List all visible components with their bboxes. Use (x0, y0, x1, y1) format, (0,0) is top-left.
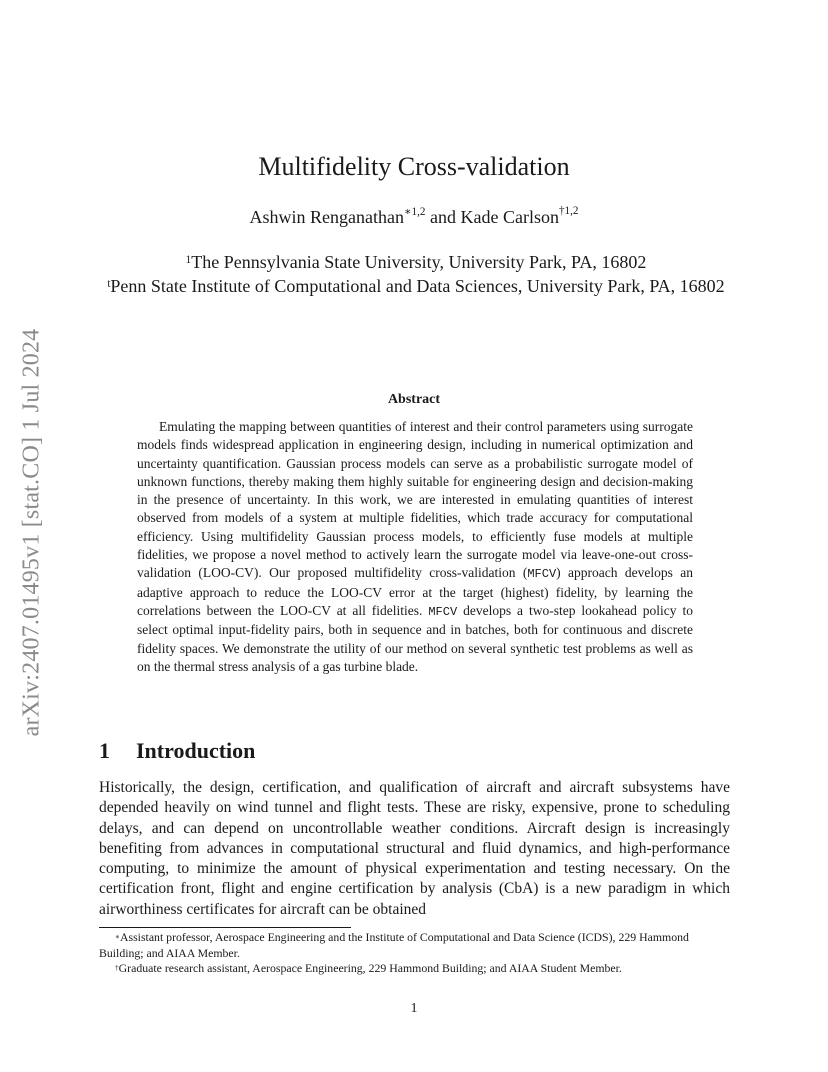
affiliation-text: Penn State Institute of Computational and Data Sciences, University Park, PA, 16802 (110, 276, 725, 296)
abstract-text: develops a two-step lookahead policy to select optimal input-fidelity pairs, both in sequence and in batches, both for continuous and discrete fidelity spaces. We demonstrate the utility of our method on several synthetic test problems as well as on the thermal stress analysis of a gas turbine blade. (137, 602, 693, 674)
abstract-heading: Abstract (387, 392, 441, 407)
author-line (0, 207, 828, 228)
arxiv-stamp-text: arXiv:2407.01495v1 [stat.CO] 1 Jul 2024 (18, 328, 45, 736)
affiliation-mark: t (107, 278, 111, 291)
section-heading (99, 738, 255, 764)
author-affiliation-marks: †1,2 (558, 205, 579, 218)
abstract-body (137, 418, 693, 676)
footnote-text: Graduate research assistant, Aerospace Engineering, 229 Hammond Building; and AIAA Student Member. (118, 961, 622, 975)
abstract-text: Emulating the mapping between quantities of interest and their control parameters using surrogate models finds widespread application in engineering design, including in numerical optimization and uncertainty quantification. Gaussian process models can serve as a probabilistic surrogate model of unknown functions, thereby making them highly suitable for engineering design and decision-making in the presence of uncertainty. In this work, we are interested in emulating quantities of interest observed from models of a system at multiple fidelities, which trade accuracy for computational efficiency. Using multifidelity Gaussian process models, to efficiently fuse models at multiple fidelities, we propose a novel method to actively learn the surrogate model via leave-one-out cross-validation (LOO-CV). Our proposed multifidelity cross-validation ( (137, 419, 693, 581)
abstract-text: ) approach develops an adaptive approach to reduce the LOO-CV error at the target (highest) fidelity, by learning the correlations between the LOO-CV at all fidelities. (137, 565, 693, 618)
method-acronym: MFCV (527, 567, 557, 582)
footnote (99, 930, 733, 961)
affiliation-line (96, 250, 736, 274)
affiliation-line (96, 274, 736, 298)
affiliation-mark: 1 (185, 254, 192, 267)
page-number: 1 (410, 1001, 418, 1016)
footnote-mark: † (115, 962, 119, 972)
author-conjunction: and (425, 207, 461, 227)
footnotes (99, 930, 733, 977)
footnote-text: Assistant professor, Aerospace Engineering and the Institute of Computational and Data Science (ICDS), 229 Hammond Building; and AIAA Member. (99, 930, 689, 960)
footnote-divider (99, 927, 351, 928)
section-title: Introduction (136, 738, 256, 763)
footnote (99, 961, 733, 977)
section-body: Historically, the design, certification, and qualification of aircraft and aircraft subsystems have depended heavily on wind tunnel and flight tests. These are risky, expensive, prone to scheduling delays, and can depend on uncontrollable weather conditions. Aircraft design is increasingly benefiting from advances in computational structural and fluid dynamics, and high-performance computing, to minimize the amount of physical experimentation and testing necessary. On the certification front, flight and engine certification by analysis (CbA) is a new paradigm in which airworthiness certificates for aircraft can be obtained (99, 779, 730, 918)
arxiv-identifier-stamp (2, 300, 62, 764)
method-acronym: MFCV (428, 604, 458, 619)
affiliations (96, 250, 736, 298)
paper-title: Multifidelity Cross-validation (258, 152, 570, 181)
footnote-mark: ∗ (115, 931, 120, 941)
affiliation-text: The Pennsylvania State University, University Park, PA, 16802 (191, 252, 647, 272)
author-name: Kade Carlson (460, 207, 559, 227)
author-affiliation-marks: ∗1,2 (403, 206, 426, 219)
section-number: 1 (99, 738, 110, 763)
author-name: Ashwin Renganathan (249, 207, 404, 227)
